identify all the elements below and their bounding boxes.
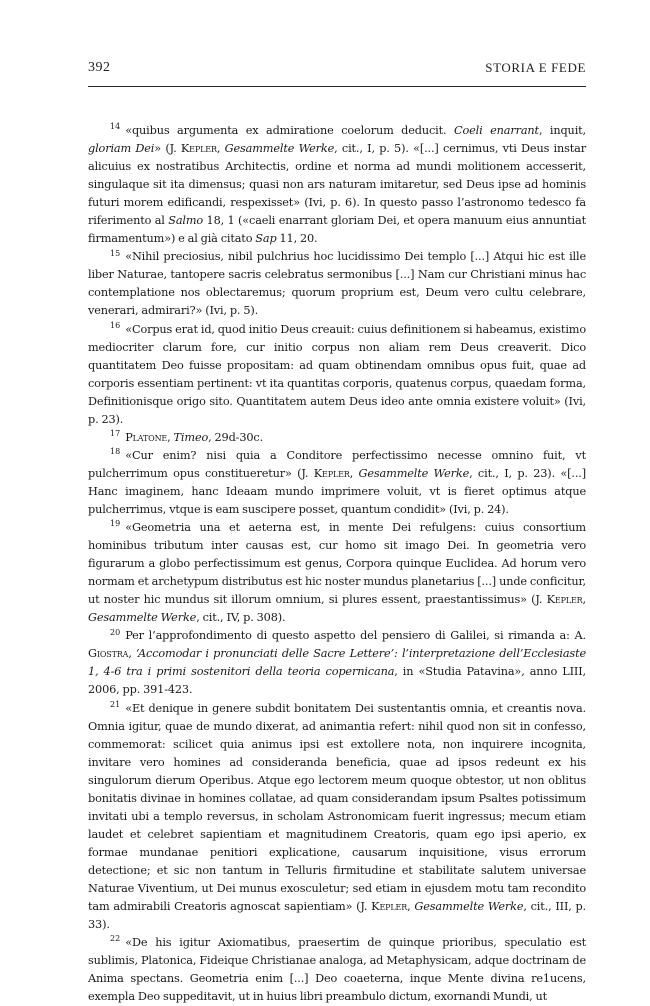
footnote-text: 11, 20. <box>276 232 318 246</box>
footnote-number: 16 <box>110 320 121 330</box>
footnote-number: 21 <box>110 699 121 709</box>
footnote-text: «Geometria una et aeterna est, in mente Dei refulgens: cuius consortium hominibus tributum inter causas est, cur homo sit imago Dei. In geometria vero figurarum a globo perfectissimum est genus, Corpora quinque Euclidea. Ad horum vero normam et archetypum distributus est hic noster mundus planetarius [...] unde conficitur, ut noster hic mundus sit illorum omnium, si plures essent, praestantissimus» (J. <box>88 521 586 607</box>
footnote-text: , <box>216 142 225 156</box>
footnote-17 <box>88 429 586 447</box>
footnote-number: 20 <box>110 627 121 637</box>
footnote-number: 15 <box>110 248 121 258</box>
footnote-text: , inquit, <box>538 124 586 137</box>
footnote-text: , <box>349 466 359 480</box>
footnote-19 <box>88 519 586 627</box>
footnote-text: , <box>128 647 137 661</box>
footnote-number: 19 <box>110 519 121 529</box>
italic-text: Gesammelte Werke <box>414 900 524 914</box>
footnote-18 <box>88 447 586 519</box>
footnote-text: «Corpus erat id, quod initio Deus creauit: cuius definitionem si habeamus, existimo mediocriter clarum fore, cur initio corpus non aliam rem Deus creaverit. Dico quantitatem Deo fuisse propositam: ad quam obtinendam omnibus opus fuit, quae ad corporis essentiam pertinent: vt ita quantitas corporis, quatenus corpus, quaedam forma, Definitionisque origo sito. Quantitatem autem Deus ideo ante omnia existere voluit» (Ivi, p. 23). <box>88 322 586 426</box>
author-name: Giostra <box>88 647 129 661</box>
footnote-text: , 29d-30c. <box>208 430 264 444</box>
footnote-22 <box>88 934 586 1006</box>
author-name: Kepler <box>371 900 408 914</box>
footnote-number: 14 <box>110 122 121 132</box>
footnote-text: , <box>582 593 586 607</box>
italic-text: Timeo <box>173 430 209 444</box>
author-name: Kepler <box>313 466 350 480</box>
footnotes-section <box>88 122 586 1006</box>
footnote-text: «Et denique in genere subdit bonitatem Dei sustentantis omnia, et creantis nova. Omnia igitur, quae de mundo dixerat, ad animantia refert: nihil quod non sit in confesso, commemorat: scilicet quia animus ipsi est extollere nota, non inquirere incognita, invitare vero homines ad consideranda beneficia, quae ad ipsos redeunt ex his singulorum dierum Operibus. Atque ego lectorem meum quoque obtestor, ut non oblitus bonitatis divinae in homines collatae, ad quam considerandam ipsum Psaltes potissimum invitati ubi a templo reversus, in scholam Astronomicam fuerit ingressus; mecum etiam laudet et celebret sapientiam et magnitudinem Creatoris, quam ego ipsi aperio, ex formae mundanae penitiori explicatione, causarum inquisitione, visus errorum detectione; et sic non tantum in Telluris firmitudine et stabilitate salutem universae Naturae Viventium, ut Dei munus exosculetur; sed etiam in ejusdem motu tam recondito tam admirabili Creatoris agnoscat sapientiam» (J. <box>88 701 586 914</box>
footnote-15 <box>88 248 586 320</box>
footnote-text: , cit., III, p. 33). <box>88 900 586 932</box>
footnote-number: 18 <box>110 447 121 457</box>
author-name: Kepler <box>546 593 583 607</box>
footnote-text: «Nihil preciosius, nibil pulchrius hoc lucidissimo Dei templo [...] Atqui hic est ille liber Naturae, tantopere sacris celebratus sermonibus [...] Nam cur Christiani minus hac contemplatione nos oblectaremus; quorum proprium est, Deum vero cultu celebrare, venerari, admirari?» (Ivi, p. 5). <box>88 250 586 318</box>
footnote-text: Per l’approfondimento di questo aspetto del pensiero di Galilei, si rimanda a: A. <box>125 629 586 643</box>
author-name: Platone <box>125 430 168 444</box>
italic-text: Sap <box>255 232 277 246</box>
italic-text: Gesammelte Werke <box>358 466 470 480</box>
italic-text: Gesammelte Werke <box>224 142 335 156</box>
footnote-number: 22 <box>110 934 121 944</box>
footnote-text: , in «Studia Patavina», anno LIII, 2006, pp. 391-423. <box>88 665 586 697</box>
footnote-text: » (J. <box>154 142 181 156</box>
footnote-16 <box>88 321 586 429</box>
footnote-text: «De his igitur Axiomatibus, praesertim de quinque prioribus, speculatio est sublimis, Platonica, Fideique Christianae analoga, ad Metaphysicam, adque doctrinam de Anima spectans. Geometria enim [...] Deo coaeterna, inque Mente divina re1ucens, exempla Deo suppeditavit, ut in huius libri preambulo dictum, exornandi Mundi, ut <box>88 936 586 1004</box>
footnote-text: , cit., I, p. 5). «[...] cernimus, vti Deus instar alicuius ex nostratibus Architectis, ordine et norma ad mundi molitionem accesserit, singulaque sit ita dimensus; quasi non ars naturam imitaretur, sed Deus ipse ad hominis futuri morem edificandi, respexisset» (Ivi, p. 6). In questo passo l’astronomo tedesco fa riferimento al <box>88 142 587 228</box>
footnote-text: «Cur enim? nisi quia a Conditore perfectissimo necesse omnino fuit, vt pulcherrimum opus constitueretur» (J. <box>88 448 586 480</box>
footnote-text: , <box>407 900 415 914</box>
header-rule <box>88 86 586 87</box>
footnote-21 <box>88 700 586 935</box>
footnote-text: , cit., IV, p. 308). <box>196 611 286 625</box>
author-name: Kepler <box>180 142 217 156</box>
footnote-text: , <box>167 430 174 444</box>
italic-text: Coeli enarrant <box>453 124 539 137</box>
footnote-text: «quibus argumenta ex admiratione coelorum deducit. <box>125 124 454 137</box>
footnote-text: , cit., I, p. 23). «[...] Hanc imaginem, hanc Ideaam mundo imprimere voluit, vt is fieret optimus atque pulcherrimus, vtque is eam suscipere posset, quantum condidit» (Ivi, p. 24). <box>88 466 586 516</box>
italic-text: Salmo <box>168 214 204 228</box>
footnote-text: 18, 1 («caeli enarrant gloriam Dei, et opera manuum eius annuntiat firmamentum») e al già citato <box>88 214 586 246</box>
italic-text: ‘Accomodar i pronunciati delle Sacre Lettere’: l’interpretazione dell’Ecclesiaste 1, 4-6 tra i primi sostenitori della teoria copernicana <box>88 647 586 679</box>
page-header <box>88 60 586 80</box>
italic-text: Gesammelte Werke <box>88 611 197 625</box>
italic-text: gloriam Dei <box>88 142 155 156</box>
footnote-20 <box>88 627 586 699</box>
running-head: STORIA E FEDE <box>485 60 586 75</box>
page-number: 392 <box>88 60 111 75</box>
footnote-number: 17 <box>110 429 121 439</box>
footnote-14 <box>88 122 586 248</box>
